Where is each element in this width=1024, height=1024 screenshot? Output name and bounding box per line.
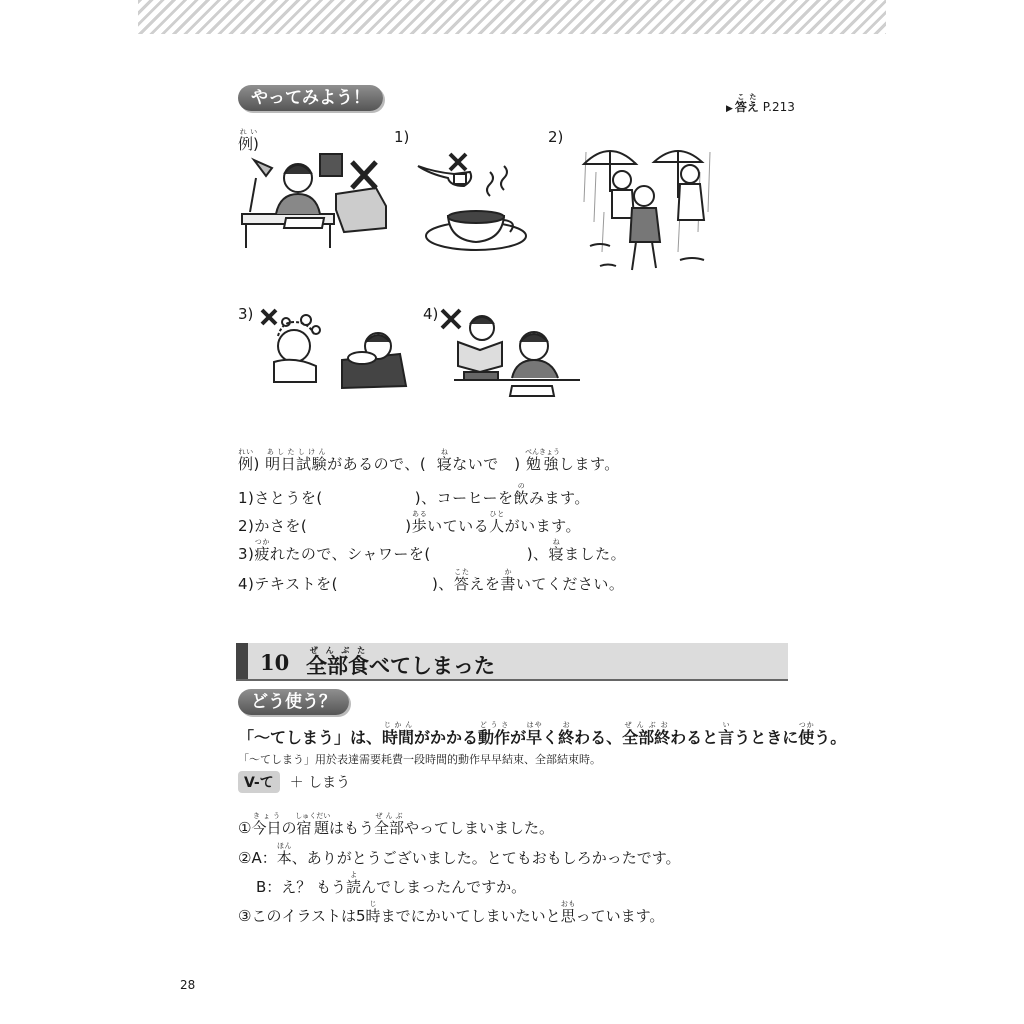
practice-label: やってみよう！ (238, 85, 383, 111)
verb-te-form-tag: V-て (238, 771, 280, 793)
illus-label-3: 3) (238, 305, 254, 323)
example-sentence-1: ①今日きょうの宿題しゅくだいはもう全部ぜんぶやってしまいました。 (238, 812, 555, 837)
triangle-icon: ▶ (726, 104, 733, 114)
illus-label-4: 4) (423, 305, 439, 323)
umbrella-rain-illustration (580, 142, 722, 276)
answer-label: 答え (734, 100, 759, 114)
section-header (236, 643, 788, 681)
section-title: 全部食ぜんぶたべてしまった (306, 646, 495, 678)
text-answer-illustration (440, 306, 586, 402)
illus-label-example: 例)れい (238, 128, 259, 153)
exercise-4: 4)テキストを( )、答こたえを書かいてください。 (238, 568, 625, 593)
usage-label: どう使う？ (238, 689, 349, 715)
illus-label-1: 1) (394, 128, 410, 146)
answer-page: P.213 (762, 100, 795, 114)
exercise-2: 2)かさを( )歩あるいている人ひとがいます。 (238, 510, 581, 535)
illus-label-2: 2) (548, 128, 564, 146)
section-header-accent (236, 643, 248, 679)
shower-sleep-illustration (250, 306, 410, 390)
study-instead-of-sleep-illustration (236, 148, 392, 252)
grammar-formula: V-て ＋ しまう (238, 771, 350, 793)
exercise-example: 例れい) 明日試験あしたしけんがあるので、( 寝ねないで ) 勉強べんきょうします。 (238, 448, 620, 473)
answer-reference: ▶ 答えこた P.213 (726, 93, 795, 114)
header-stripe-band (138, 0, 886, 34)
page-number: 28 (180, 978, 196, 992)
usage-explanation: 「〜てしまう」は、時間じかんがかかる動作どうさが早はやく終おわる、全部終ぜんぶおわると言いうときに使つかう。 (238, 721, 847, 747)
sugar-coffee-illustration (414, 150, 536, 254)
exercise-1: 1)さとうを( )、コーヒーを飲のみます。 (238, 482, 590, 507)
exercise-3: 3)疲つかれたので、シャワーを( )、寝ねました。 (238, 538, 627, 563)
example-sentence-3: ③このイラストは5時じまでにかいてしまいたいと思おもっています。 (238, 900, 665, 925)
section-number: 10 (260, 650, 290, 675)
example-sentence-2b: B：え？ もう読よんでしまったんですか。 (256, 871, 527, 896)
usage-translation: 「〜てしまう」用於表達需要耗費一段時間的動作早早結束、全部結束時。 (238, 753, 601, 766)
example-sentence-2a: ②A：本ほん、ありがとうございました。とてもおもしろかったです。 (238, 842, 681, 867)
